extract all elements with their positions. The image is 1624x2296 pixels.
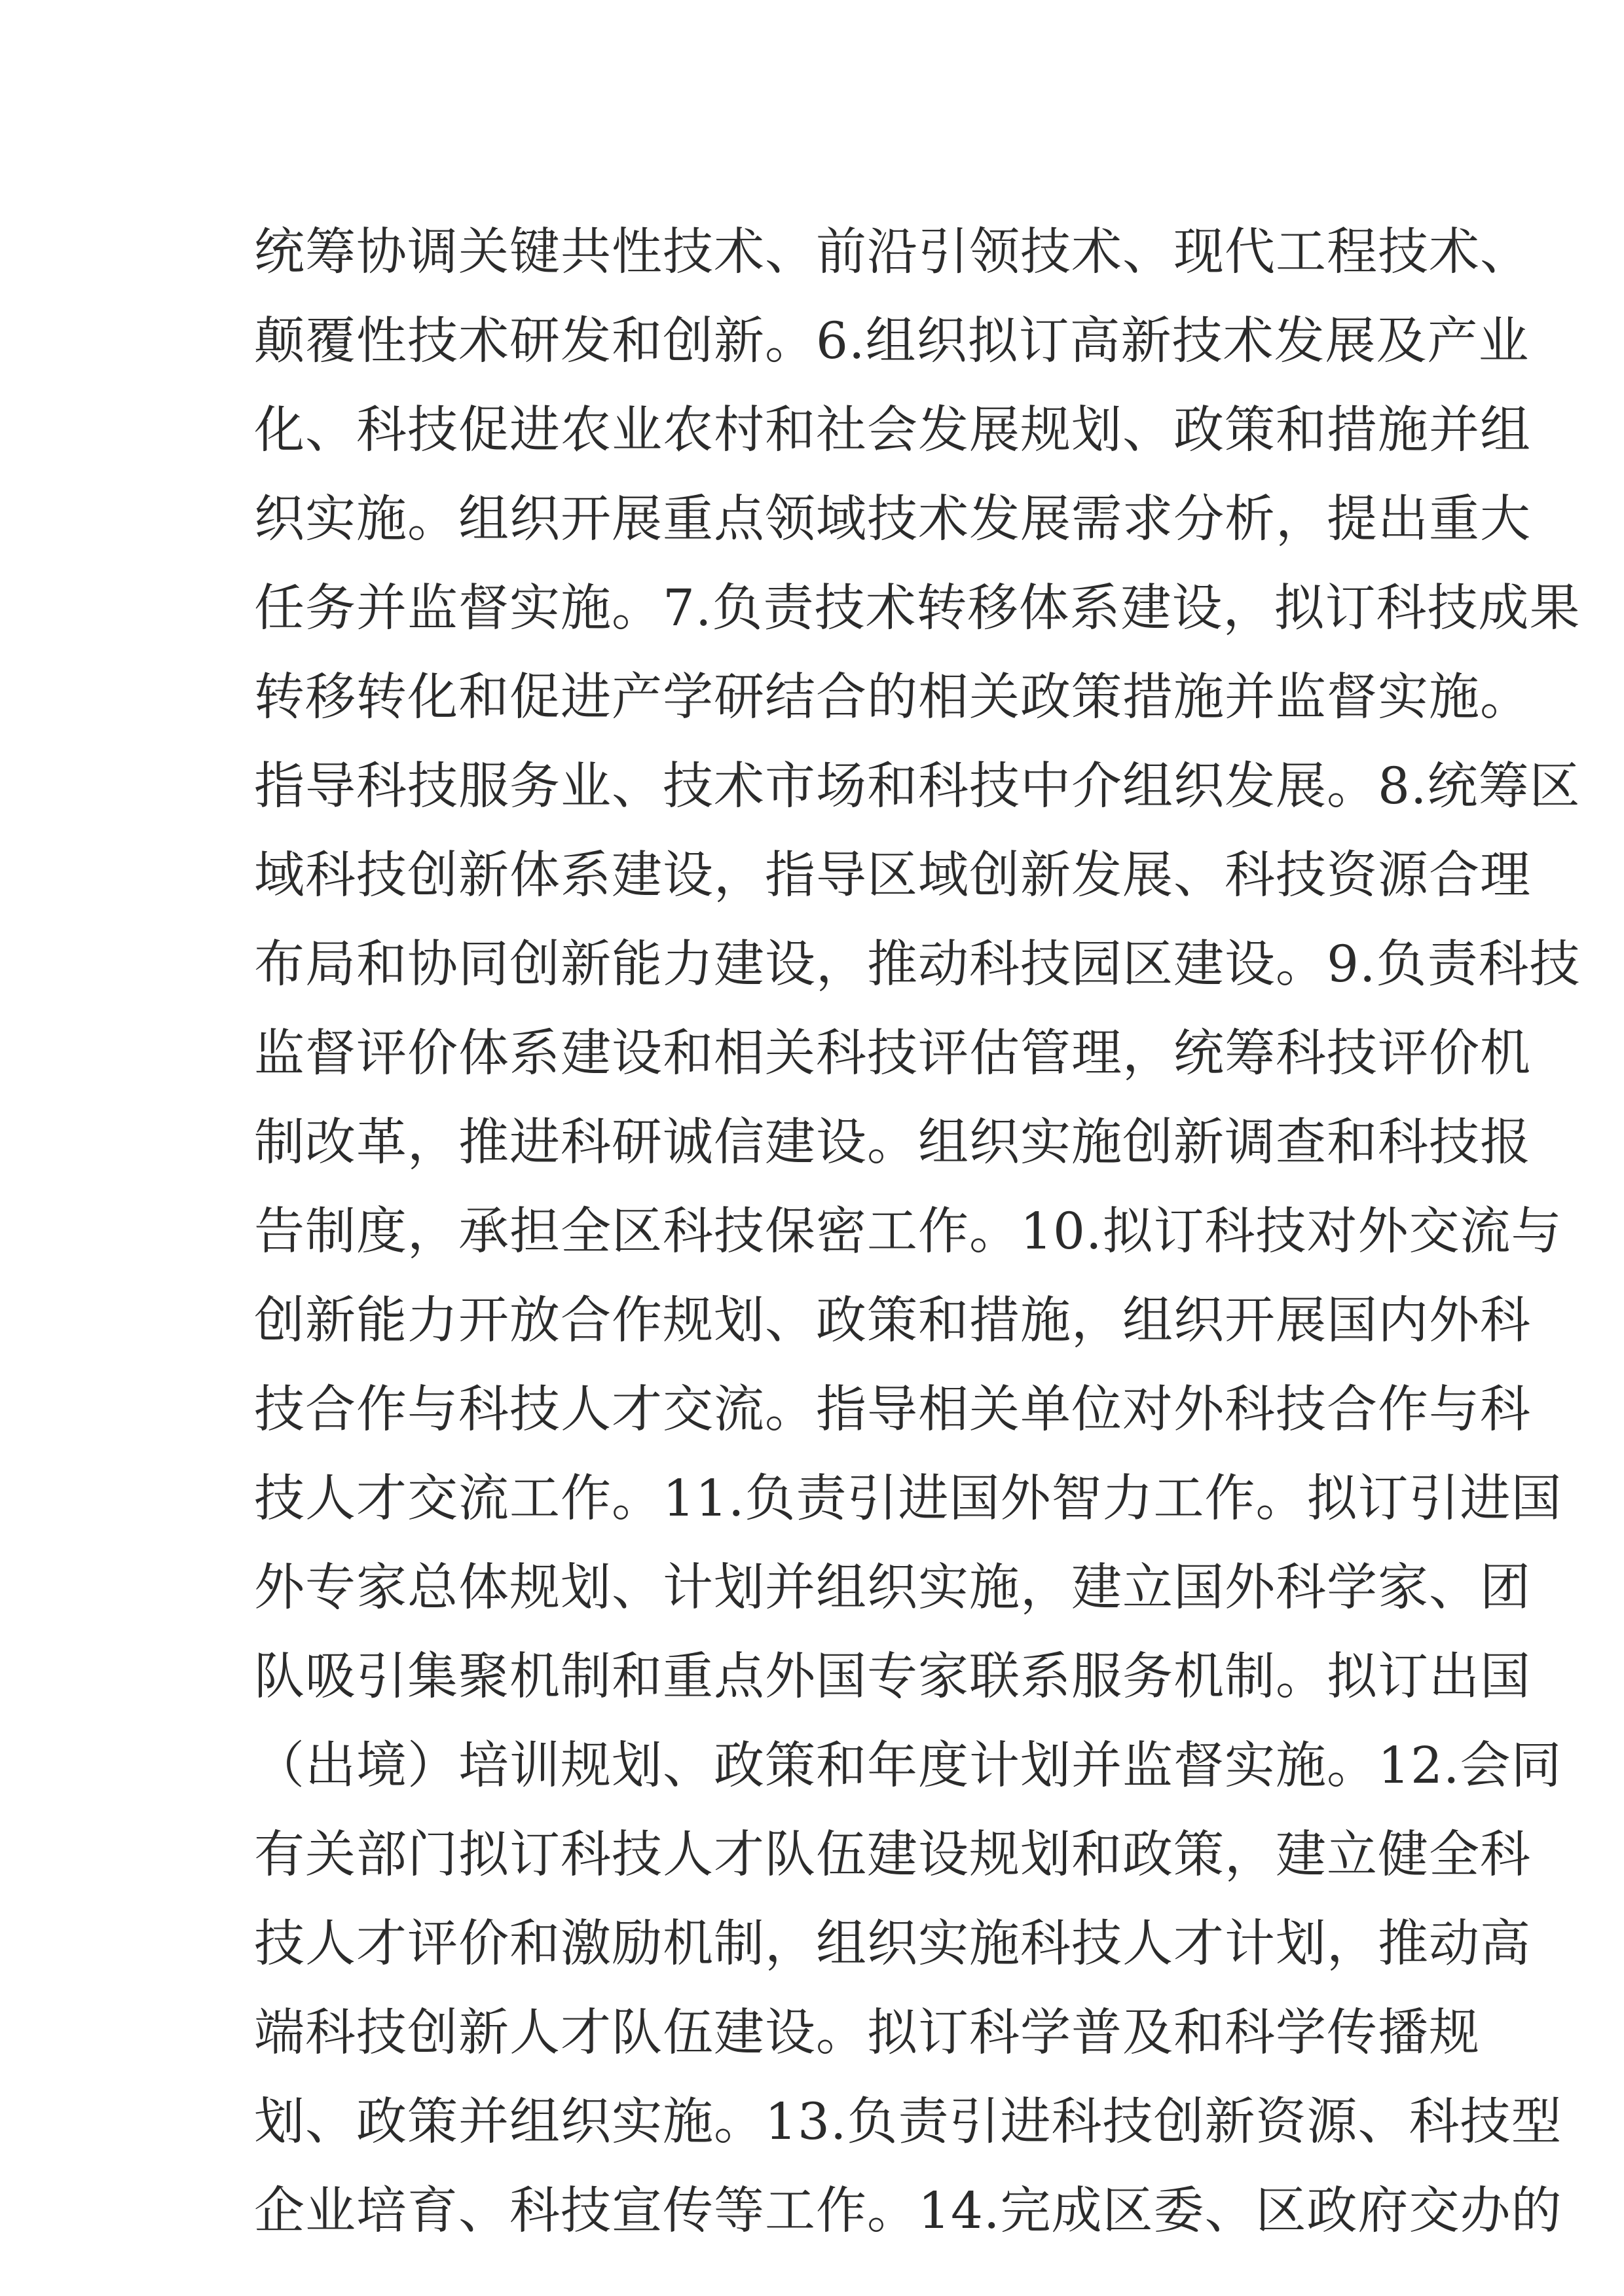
text-line: 技人才评价和激励机制，组织实施科技人才计划，推动高 xyxy=(254,1915,1531,1973)
text-line: 指导科技服务业、技术市场和科技中介组织发展。8.统筹区 xyxy=(254,757,1581,816)
text-line: 有关部门拟订科技人才队伍建设规划和政策，建立健全科 xyxy=(254,1826,1531,1884)
text-line: 技合作与科技人才交流。指导相关单位对外科技合作与科 xyxy=(254,1381,1531,1439)
text-line: 队吸引集聚机制和重点外国专家联系服务机制。拟订出国 xyxy=(254,1648,1531,1706)
text-line: 布局和协同创新能力建设，推动科技园区建设。9.负责科技 xyxy=(254,936,1581,994)
text-line: 企业培育、科技宣传等工作。14.完成区委、区政府交办的 xyxy=(254,2182,1562,2240)
text-line: 域科技创新体系建设，指导区域创新发展、科技资源合理 xyxy=(254,847,1531,905)
text-line: 划、政策并组织实施。13.负责引进科技创新资源、科技型 xyxy=(254,2093,1562,2151)
text-line: 外专家总体规划、计划并组织实施，建立国外科学家、团 xyxy=(254,1559,1531,1617)
text-line: 创新能力开放合作规划、政策和措施，组织开展国内外科 xyxy=(254,1292,1531,1350)
text-line: 端科技创新人才队伍建设。拟订科学普及和科学传播规 xyxy=(254,2004,1480,2062)
text-line: 技人才交流工作。11.负责引进国外智力工作。拟订引进国 xyxy=(254,1470,1562,1528)
text-line: 织实施。组织开展重点领域技术发展需求分析，提出重大 xyxy=(254,490,1531,549)
text-line: 化、科技促进农业农村和社会发展规划、政策和措施并组 xyxy=(254,401,1531,460)
text-line: 监督评价体系建设和相关科技评估管理，统筹科技评价机 xyxy=(254,1025,1531,1083)
text-line: 统筹协调关键共性技术、前沿引领技术、现代工程技术、 xyxy=(254,223,1531,282)
text-line: （出境）培训规划、政策和年度计划并监督实施。12.会同 xyxy=(254,1737,1562,1795)
body-text xyxy=(254,208,1581,2256)
text-line: 制改革，推进科研诚信建设。组织实施创新调查和科技报 xyxy=(254,1114,1531,1172)
text-line: 任务并监督实施。7.负责技术转移体系建设，拟订科技成果 xyxy=(254,579,1581,638)
text-line: 告制度，承担全区科技保密工作。10.拟订科技对外交流与 xyxy=(254,1203,1562,1261)
text-line: 颠覆性技术研发和创新。6.组织拟订高新技术发展及产业 xyxy=(254,312,1530,371)
text-line: 转移转化和促进产学研结合的相关政策措施并监督实施。 xyxy=(254,668,1531,727)
